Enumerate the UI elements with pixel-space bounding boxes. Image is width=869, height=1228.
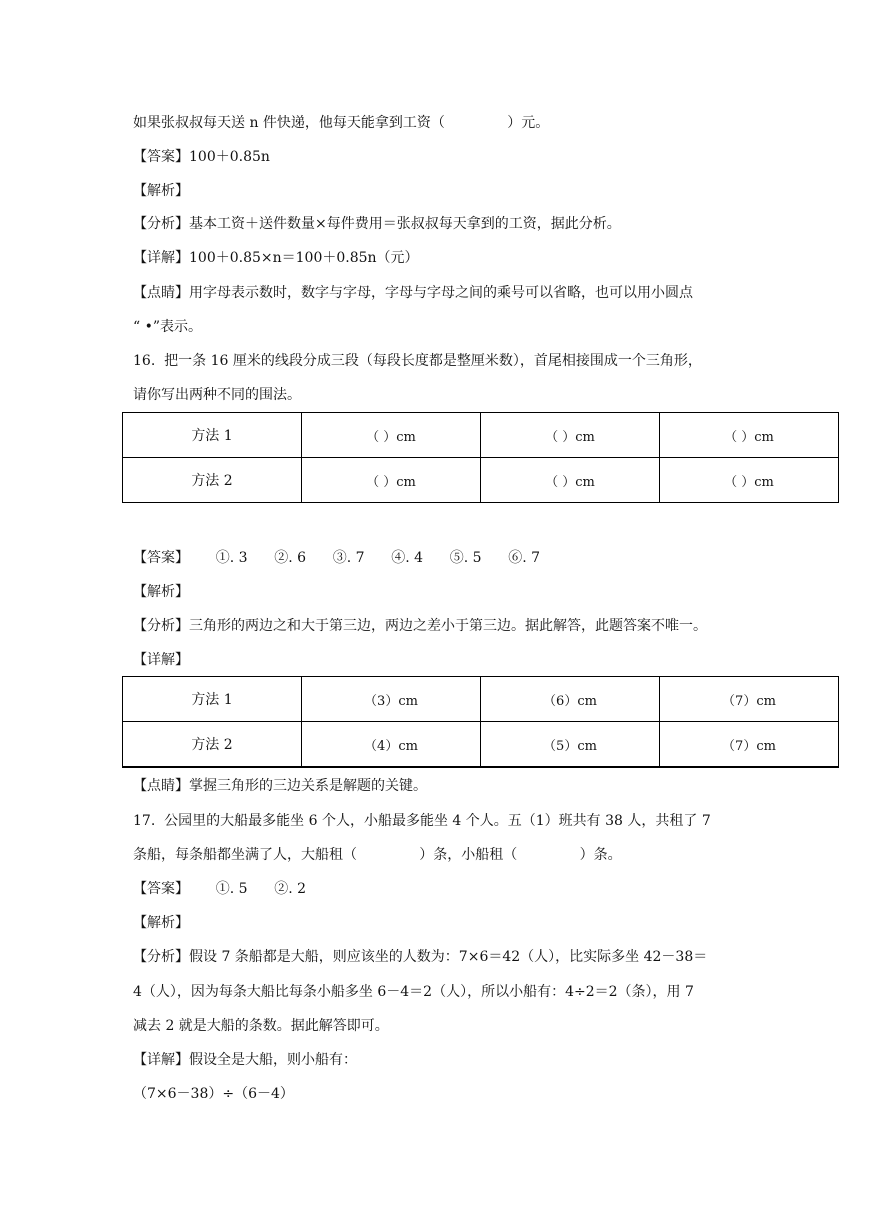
blank-cell: （ ）cm — [302, 458, 481, 503]
q16-detail-head: 【详解】 — [133, 652, 189, 668]
q17-analysis-line2: 4（人），因为每条大船比每条小船多坐 6－4＝2（人），所以小船有：4÷2＝2（条），用 7 — [133, 984, 694, 1000]
table-row — [123, 722, 839, 768]
method-label: 方法 2 — [123, 458, 302, 503]
q15-detail: 【详解】100＋0.85×n＝100＋0.85n（元） — [133, 250, 419, 266]
q15-analysis-head: 【解析】 — [133, 183, 189, 199]
table-row — [123, 413, 839, 458]
answer-cell: （7）cm — [660, 722, 839, 768]
q17-analysis-line3: 减去 2 就是大船的条数。据此解答即可。 — [133, 1018, 389, 1034]
blank-cell: （ ）cm — [481, 413, 660, 458]
q17-detail-line1: 【详解】假设全是大船，则小船有： — [133, 1052, 357, 1068]
blank-cell: （ ）cm — [660, 458, 839, 503]
q15-question: 如果张叔叔每天送 n 件快递，他每天能拿到工资（ ）元。 — [133, 115, 550, 131]
table-row — [123, 458, 839, 503]
table-row — [123, 677, 839, 722]
q17-analysis-head: 【解析】 — [133, 915, 189, 931]
answer-cell: （7）cm — [660, 677, 839, 722]
q16-question-line2: 请你写出两种不同的围法。 — [133, 387, 301, 403]
q16-analysis: 【分析】三角形的两边之和大于第三边，两边之差小于第三边。据此解答，此题答案不唯一。 — [133, 618, 707, 634]
q16-comment: 【点睛】掌握三角形的三边关系是解题的关键。 — [133, 778, 427, 794]
q17-answer: 【答案】 ①. 5 ②. 2 — [133, 881, 307, 897]
q16-answer-table — [122, 676, 839, 768]
q17-question-line2: 条船，每条船都坐满了人，大船租（ ）条，小船租（ ）条。 — [133, 847, 622, 863]
answer-cell: （4）cm — [302, 722, 481, 768]
q15-analysis: 【分析】基本工资＋送件数量×每件费用＝张叔叔每天拿到的工资，据此分析。 — [133, 216, 621, 232]
q17-question-line1: 17. 公园里的大船最多能坐 6 个人，小船最多能坐 4 个人。五（1）班共有 38 人，共租了 7 — [133, 813, 711, 829]
method-label: 方法 1 — [123, 413, 302, 458]
q15-comment-line2: “ •”表示。 — [133, 319, 203, 335]
q16-analysis-head: 【解析】 — [133, 584, 189, 600]
q16-blank-table — [122, 412, 839, 503]
q16-answer: 【答案】 ①. 3 ②. 6 ③. 7 ④. 4 ⑤. 5 ⑥. 7 — [133, 550, 541, 566]
q17-detail-line2: （7×6－38）÷（6－4） — [133, 1086, 294, 1102]
method-label: 方法 2 — [123, 722, 302, 768]
q17-analysis-line1: 【分析】假设 7 条船都是大船，则应该坐的人数为：7×6＝42（人），比实际多坐 42－38＝ — [133, 949, 708, 965]
q16-question-line1: 16. 把一条 16 厘米的线段分成三段（每段长度都是整厘米数），首尾相接围成一个三角形， — [133, 353, 702, 369]
answer-cell: （6）cm — [481, 677, 660, 722]
blank-cell: （ ）cm — [481, 458, 660, 503]
answer-cell: （5）cm — [481, 722, 660, 768]
blank-cell: （ ）cm — [660, 413, 839, 458]
q15-comment-line1: 【点睛】用字母表示数时，数字与字母，字母与字母之间的乘号可以省略，也可以用小圆点 — [133, 285, 693, 301]
blank-cell: （ ）cm — [302, 413, 481, 458]
q15-answer: 【答案】100＋0.85n — [133, 149, 270, 165]
answer-cell: （3）cm — [302, 677, 481, 722]
method-label: 方法 1 — [123, 677, 302, 722]
